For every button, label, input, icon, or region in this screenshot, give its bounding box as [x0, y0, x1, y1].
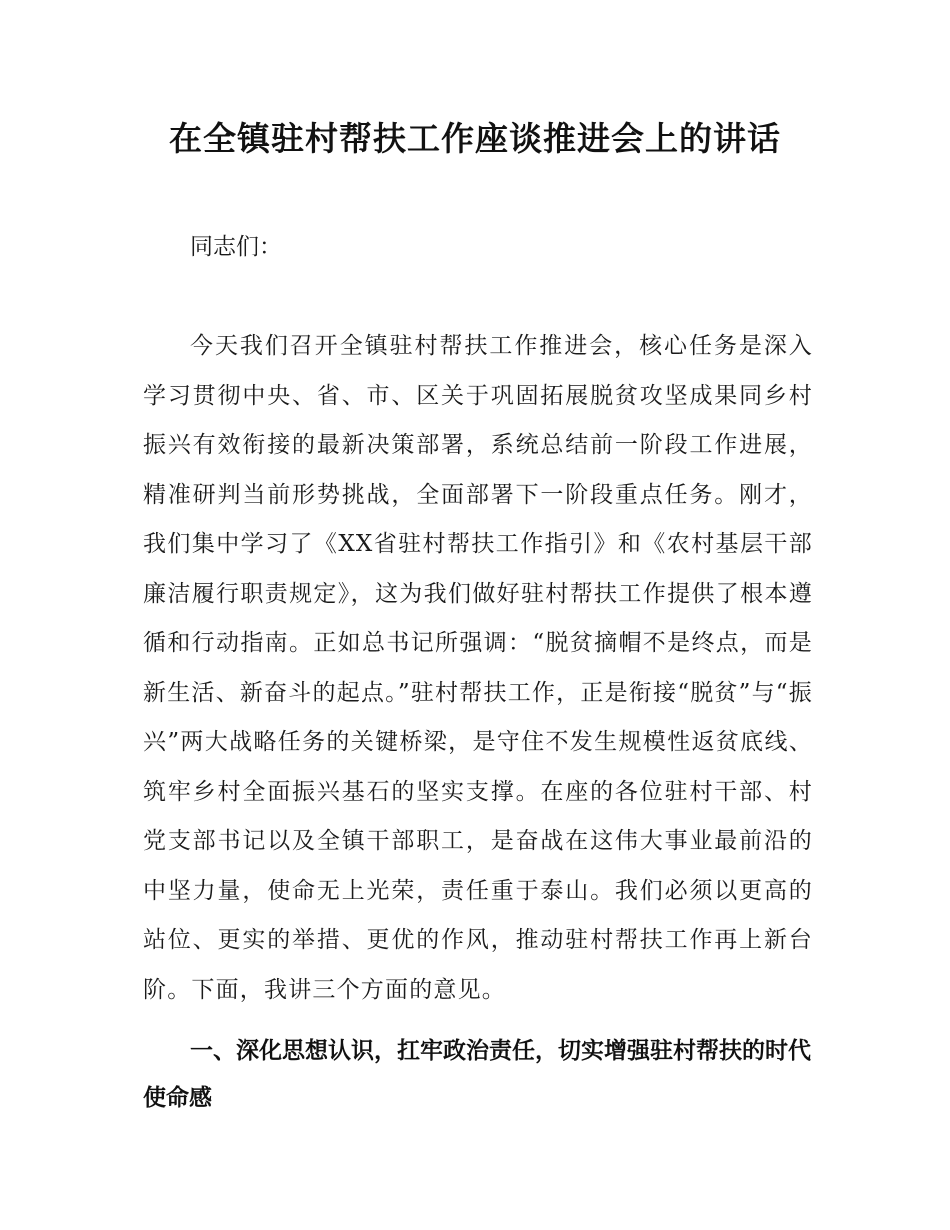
body-paragraph: 今天我们召开全镇驻村帮扶工作推进会，核心任务是深入学习贯彻中央、省、市、区关于巩固拓展脱贫攻坚成果同乡村振兴有效衔接的最新决策部署，系统总结前一阶段工作进展，精准研判当前形势挑战，全面部署下一阶段重点任务。刚才，我们集中学习了《XX省驻村帮扶工作指引》和《农村基层干部廉洁履行职责规定》，这为我们做好驻村帮扶工作提供了根本遵循和行动指南。正如总书记所强调：“脱贫摘帽不是终点，而是新生活、新奋斗的起点。”驻村帮扶工作，正是衔接“脱贫”与“振兴”两大战略任务的关键桥梁，是守住不发生规模性返贫底线、筑牢乡村全面振兴基石的坚实支撑。在座的各位驻村干部、村党支部书记以及全镇干部职工，是奋战在这伟大事业最前沿的中坚力量，使命无上光荣，责任重于泰山。我们必须以更高的站位、更实的举措、更优的作风，推动驻村帮扶工作再上新台阶。下面，我讲三个方面的意见。: [143, 333, 813, 1003]
salutation: 同志们：: [190, 234, 282, 260]
section-heading: 一、深化思想认识，扛牢政治责任，切实增强驻村帮扶的时代使命感: [143, 1038, 811, 1111]
document-title: 在全镇驻村帮扶工作座谈推进会上的讲话: [169, 119, 781, 158]
